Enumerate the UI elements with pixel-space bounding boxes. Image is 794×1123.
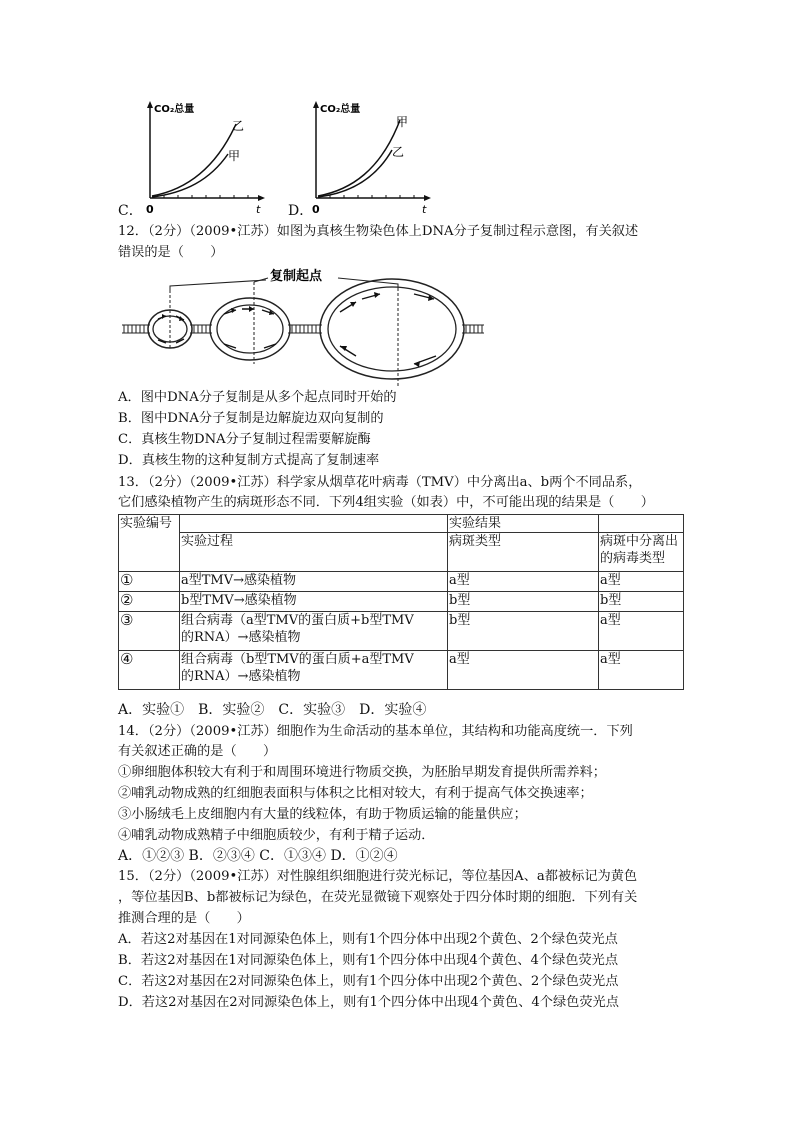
q14-statement-2: ②哺乳动物成熟的红细胞表面积与体积之比相对较大，有利于提高气体交换速率； bbox=[118, 786, 593, 801]
header-blank-right bbox=[599, 515, 684, 533]
graph-c-lower-curve bbox=[152, 154, 228, 197]
graph-c-lower-label: 甲 bbox=[228, 149, 241, 163]
row-id: ② bbox=[119, 592, 180, 612]
row-lesion-type: b型 bbox=[448, 592, 599, 612]
q14-options: A．①②③ B．②③④ C．①③④ D．①②④ bbox=[118, 848, 398, 864]
q12-stem-line-1: 12．（2分）（2009•江苏）如图为真核生物染色体上DNA分子复制过程示意图，有关叙述 bbox=[118, 224, 639, 239]
q12-option-b: B．图中DNA分子复制是边解旋边双向复制的 bbox=[118, 411, 384, 426]
row-process: 组合病毒（b型TMV的蛋白质+a型TMV 的RNA）→感染植物 bbox=[180, 651, 448, 690]
row-process: 组合病毒（a型TMV的蛋白质+b型TMV 的RNA）→感染植物 bbox=[180, 612, 448, 651]
q14-statement-4: ④哺乳动物成熟精子中细胞质较少，有利于精子运动． bbox=[118, 828, 435, 843]
table-row bbox=[119, 612, 684, 651]
option-c-label: C． bbox=[118, 203, 143, 219]
graph-d-y-label: CO₂总量 bbox=[320, 104, 361, 115]
q14-statement-1: ①卵细胞体积较大有利于和周围环境进行物质交换，为胚胎早期发育提供所需养料； bbox=[118, 765, 606, 780]
q12-stem-line-2: 错误的是（ ） bbox=[118, 245, 224, 260]
row-isolated-virus: b型 bbox=[599, 592, 684, 612]
q15-stem-line-2: ，等位基因B、b都被标记为绿色，在荧光显微镜下观察处于四分体时期的细胞．下列有关 bbox=[118, 890, 638, 905]
graph-c-y-label: CO₂总量 bbox=[154, 104, 195, 115]
graph-c-upper-label: 乙 bbox=[232, 119, 245, 133]
row-isolated-virus: a型 bbox=[599, 651, 684, 690]
header-blank bbox=[180, 515, 448, 533]
row-lesion-type: a型 bbox=[448, 651, 599, 690]
row-id: ③ bbox=[119, 612, 180, 651]
table-row bbox=[119, 592, 684, 612]
q14-stem-line-1: 14．（2分）（2009•江苏）细胞作为生命活动的基本单位，其结构和功能高度统一．下列 bbox=[118, 724, 633, 739]
replication-bubble-3-outer bbox=[320, 279, 464, 379]
q15-option-b: B．若这2对基因在1对同源染色体上，则有1个四分体中出现4个黄色、4个绿色荧光点 bbox=[118, 953, 619, 968]
q12-option-a: A．图中DNA分子复制是从多个起点同时开始的 bbox=[118, 390, 397, 405]
row-id: ④ bbox=[119, 651, 180, 690]
graph-c-y-arrow bbox=[147, 101, 153, 108]
header-experiment-id: 实验编号 bbox=[119, 515, 180, 572]
q15-option-d: D．若这2对基因在2对同源染色体上，则有1个四分体中出现4个黄色、4个绿色荧光点 bbox=[118, 995, 619, 1010]
q15-option-a: A．若这2对基因在1对同源染色体上，则有1个四分体中出现2个黄色、2个绿色荧光点 bbox=[118, 932, 618, 947]
q14-stem-line-2: 有关叙述正确的是（ ） bbox=[118, 744, 277, 759]
row-id: ① bbox=[119, 572, 180, 592]
header-isolated-virus: 病斑中分离出 的病毒类型 bbox=[599, 533, 684, 572]
q12-option-d: D．真核生物的这种复制方式提高了复制速率 bbox=[118, 453, 380, 468]
graph-c bbox=[140, 98, 270, 220]
graph-c-x-arrow bbox=[258, 195, 265, 201]
q15-stem-line-1: 15．（2分）（2009•江苏）对性腺组织细胞进行荧光标记，等位基因A、a都被标记为黄色 bbox=[118, 869, 638, 884]
option-d-label: D． bbox=[288, 203, 314, 219]
row-isolated-virus: a型 bbox=[599, 612, 684, 651]
dna-replication-diagram bbox=[118, 264, 486, 392]
row-process: a型TMV→感染植物 bbox=[180, 572, 448, 592]
table-row bbox=[119, 651, 684, 690]
graph-d-x-arrow bbox=[424, 195, 431, 201]
dna-helix-segments bbox=[122, 325, 484, 333]
arrowheads bbox=[162, 292, 434, 367]
graph-c-origin: 0 bbox=[146, 203, 154, 216]
graph-d-origin: 0 bbox=[312, 203, 320, 216]
q15-stem-line-3: 推测合理的是（ ） bbox=[118, 911, 250, 926]
table-header-row-2 bbox=[119, 533, 684, 572]
graph-c-x-label: t bbox=[256, 203, 261, 216]
table-header-row-1 bbox=[119, 515, 684, 533]
graph-d-y-arrow bbox=[313, 101, 319, 108]
q14-statement-3: ③小肠绒毛上皮细胞内有大量的线粒体，有助于物质运输的能量供应； bbox=[118, 807, 527, 822]
table-row bbox=[119, 572, 684, 592]
header-lesion-type: 病斑类型 bbox=[448, 533, 599, 572]
experiment-table bbox=[118, 514, 684, 690]
replication-bubble-3-inner bbox=[328, 287, 456, 371]
graph-d bbox=[306, 98, 436, 220]
replication-bubble-2-inner bbox=[217, 305, 283, 353]
graph-d-x-label: t bbox=[422, 203, 427, 216]
row-lesion-type: b型 bbox=[448, 612, 599, 651]
q13-stem-line-2: 它们感染植物产生的病斑形态不同．下列4组实验（如表）中，不可能出现的结果是（ ） bbox=[118, 495, 654, 510]
graph-d-upper-label: 甲 bbox=[396, 115, 409, 129]
new-strand-arrows bbox=[158, 294, 436, 364]
header-experiment-result: 实验结果 bbox=[448, 515, 599, 533]
row-lesion-type: a型 bbox=[448, 572, 599, 592]
row-isolated-virus: a型 bbox=[599, 572, 684, 592]
graph-d-lower-label: 乙 bbox=[392, 145, 405, 159]
row-process: b型TMV→感染植物 bbox=[180, 592, 448, 612]
q12-option-c: C．真核生物DNA分子复制过程需要解旋酶 bbox=[118, 432, 371, 447]
q13-stem-line-1: 13．（2分）（2009•江苏）科学家从烟草花叶病毒（TMV）中分离出a、b两个不同品系， bbox=[118, 475, 642, 490]
header-experiment-process: 实验过程 bbox=[180, 533, 448, 572]
q15-option-c: C．若这2对基因在2对同源染色体上，则有1个四分体中出现2个黄色、2个绿色荧光点 bbox=[118, 974, 619, 989]
origin-label: 复制起点 bbox=[270, 269, 323, 284]
q13-options: A．实验① B．实验② C．实验③ D．实验④ bbox=[118, 702, 427, 718]
